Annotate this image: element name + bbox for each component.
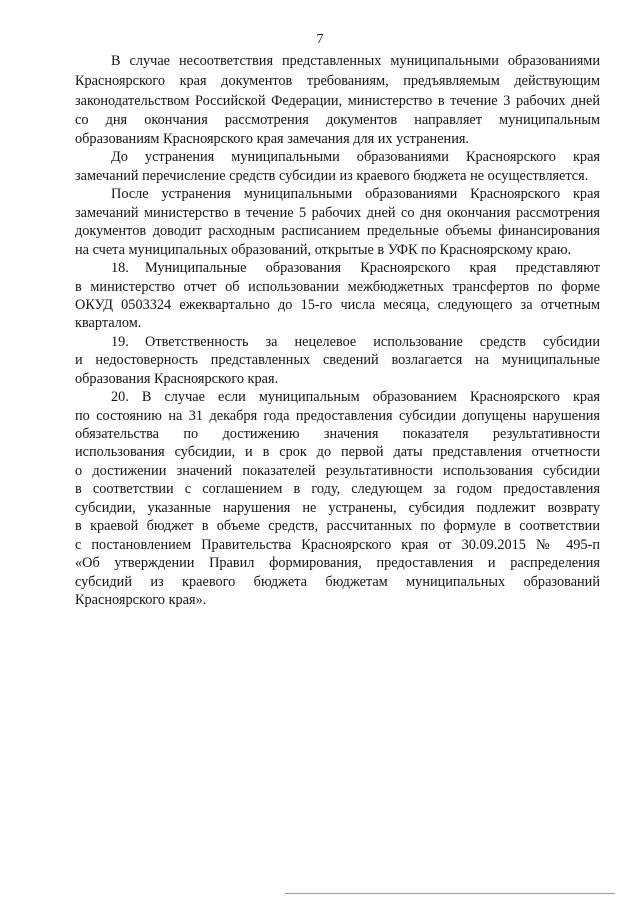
text-line: о достижении значений показателей результативности использования субсидии	[75, 463, 600, 479]
text-line: «Об утверждении Правил формирования, предоставления и распределения	[75, 555, 600, 571]
text-line: В случае несоответствия представленных муниципальными образованиями	[111, 53, 600, 69]
text-line: в краевой бюджет в объеме средств, рассчитанных по формуле в соответствии	[75, 518, 600, 534]
text-line: 20. В случае если муниципальным образованием Красноярского края	[111, 389, 600, 405]
text-line: на счета муниципальных образований, открытые в УФК по Красноярскому краю.	[75, 242, 572, 258]
page-bottom-edge	[285, 893, 615, 894]
text-line: субсидии, указанные нарушения не устранены, субсидия подлежит возврату	[75, 500, 600, 516]
text-line: законодательством Российской Федерации, министерство в течение 3 рабочих дней	[75, 93, 600, 109]
text-line: обязательства по достижению значения показателя результативности	[75, 426, 600, 442]
text-line: по состоянию на 31 декабря года предоставления субсидии допущены нарушения	[75, 408, 600, 424]
text-line: ОКУД 0503324 ежеквартально до 15-го числа месяца, следующего за отчетным	[75, 297, 600, 313]
text-line: Красноярского края».	[75, 592, 207, 608]
text-line: До устранения муниципальными образованиями Красноярского края	[111, 149, 600, 165]
text-line: образованиям Красноярского края замечания для их устранения.	[75, 131, 470, 147]
text-line: замечаний министерство в течение 5 рабочих дней со дня окончания рассмотрения	[75, 205, 600, 221]
text-line: с постановлением Правительства Красноярского края от 30.09.2015 № 495-п	[75, 537, 600, 553]
text-line: со дня окончания рассмотрения документов направляет муниципальным	[75, 112, 600, 128]
text-line: субсидий из краевого бюджета бюджетам муниципальных образований	[75, 574, 600, 590]
text-line: кварталом.	[75, 315, 142, 331]
item-number: 18.	[111, 260, 129, 276]
text-line: Ответственность за нецелевое использование средств субсидии	[145, 334, 600, 350]
text-line: и недостоверность представленных сведений возлагается на муниципальные	[75, 352, 600, 368]
item-number: 19.	[111, 334, 129, 350]
text-line: в соответствии с соглашением в году, следующем за годом предоставления	[75, 481, 600, 497]
text-line: Муниципальные образования Красноярского края представляют	[145, 260, 600, 276]
text-line: Красноярского края документов требованиям, предъявляемым действующим	[75, 73, 600, 89]
text-line: После устранения муниципальными образованиями Красноярского края	[111, 186, 600, 202]
text-line: использования субсидии, и в срок до первой даты представления отчетности	[75, 444, 600, 460]
page-number: 7	[316, 32, 324, 47]
text-line: образования Красноярского края.	[75, 371, 279, 387]
text-line: документов доводит расходным расписанием предельные объемы финансирования	[75, 223, 600, 239]
text-line: в министерство отчет об использовании межбюджетных трансфертов по форме	[75, 279, 600, 295]
text-line: замечаний перечисление средств субсидии из краевого бюджета не осуществляется.	[75, 168, 589, 184]
